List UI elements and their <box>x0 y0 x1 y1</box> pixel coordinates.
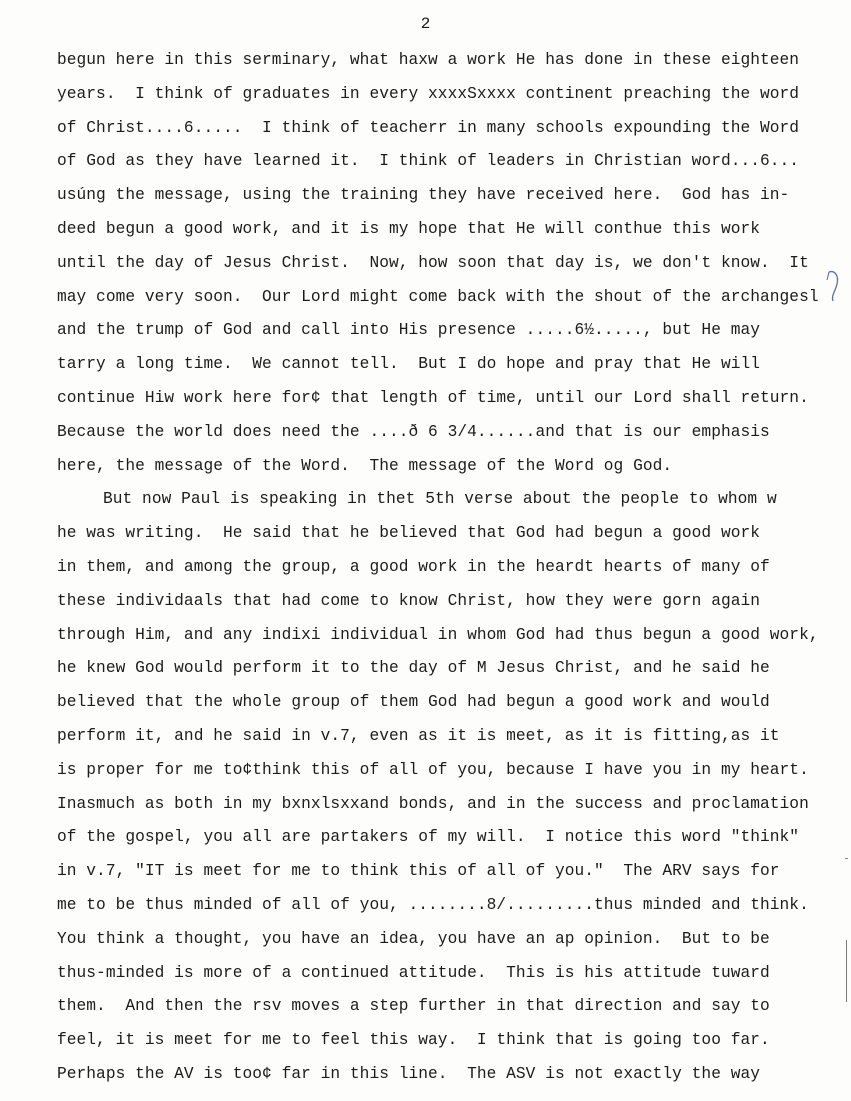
text-line: in them, and among the group, a good work in the heardt hearts of many of <box>57 557 770 576</box>
text-line: of God as they have learned it. I think of leaders in Christian word...6... <box>57 152 800 171</box>
text-line: years. I think of graduates in every xxxxSxxxx continent preaching the word <box>57 84 800 103</box>
text-line: Inasmuch as both in my bxnxlsxxand bonds, and in the success and proclamation <box>57 794 809 813</box>
text-line: begun here in this serminary, what haxw a work He has done in these eighteen <box>57 51 800 69</box>
text-line: Perhaps the AV is too¢ far in this line. The ASV is not exactly the way <box>57 1064 761 1083</box>
text-line: usúng the message, using the training they have received here. God has in- <box>57 186 790 205</box>
text-line: may come very soon. Our Lord might come back with the shout of the archangesl <box>57 287 819 306</box>
page-number: 2 <box>420 15 431 33</box>
text-line: feel, it is meet for me to feel this way. I think that is going too far. <box>57 1031 770 1050</box>
text-line: them. And then the rsv moves a step further in that direction and say to <box>57 997 770 1016</box>
text-line: of the gospel, you all are partakers of my will. I notice this word "think" <box>57 828 800 847</box>
handwritten-bracket-mark <box>823 268 845 304</box>
text-line: You think a thought, you have an idea, you have an ap opinion. But to be <box>57 929 770 948</box>
text-line: continue Hiw work here for¢ that length of time, until our Lord shall return. <box>57 388 809 407</box>
text-line: deed begun a good work, and it is my hope that He will conthue this work <box>57 219 761 238</box>
body-text <box>57 44 847 1092</box>
text-line: But now Paul is speaking in thet 5th verse about the people to whom w <box>103 490 777 509</box>
text-line: of Christ....6..... I think of teacherr in many schools expounding the Word <box>57 118 800 137</box>
text-line: he knew God would perform it to the day of M Jesus Christ, and he said he <box>57 659 770 678</box>
text-line: thus-minded is more of a continued attitude. This is his attitude tuward <box>57 963 770 982</box>
text-line: Because the world does need the ....ð 6 3/4......and that is our emphasis <box>57 422 770 441</box>
text-line: he was writing. He said that he believed that God had begun a good work <box>57 524 761 543</box>
text-line: me to be thus minded of all of you, ........8/.........thus minded and think. <box>57 895 809 914</box>
text-line: in v.7, "IT is meet for me to think this of all of you." The ARV says for <box>57 862 780 881</box>
text-line: until the day of Jesus Christ. Now, how soon that day is, we don't know. It <box>57 253 809 272</box>
text-line: perform it, and he said in v.7, even as it is meet, as it is fitting,as it <box>57 726 780 745</box>
text-line: these individaals that had come to know Christ, how they were gorn again <box>57 591 761 610</box>
text-line: here, the message of the Word. The message of the Word og God. <box>57 456 673 475</box>
text-line: tarry a long time. We cannot tell. But I do hope and pray that He will <box>57 355 761 374</box>
text-line: and the trump of God and call into His presence .....6½....., but He may <box>57 321 761 340</box>
text-line: through Him, and any indixi individual in whom God had thus begun a good work, <box>57 625 819 644</box>
text-line: is proper for me to¢think this of all of you, because I have you in my heart. <box>57 760 809 779</box>
margin-speck <box>845 858 848 859</box>
text-line: believed that the whole group of them God had begun a good work and would <box>57 693 770 712</box>
margin-scan-line <box>846 940 847 1002</box>
